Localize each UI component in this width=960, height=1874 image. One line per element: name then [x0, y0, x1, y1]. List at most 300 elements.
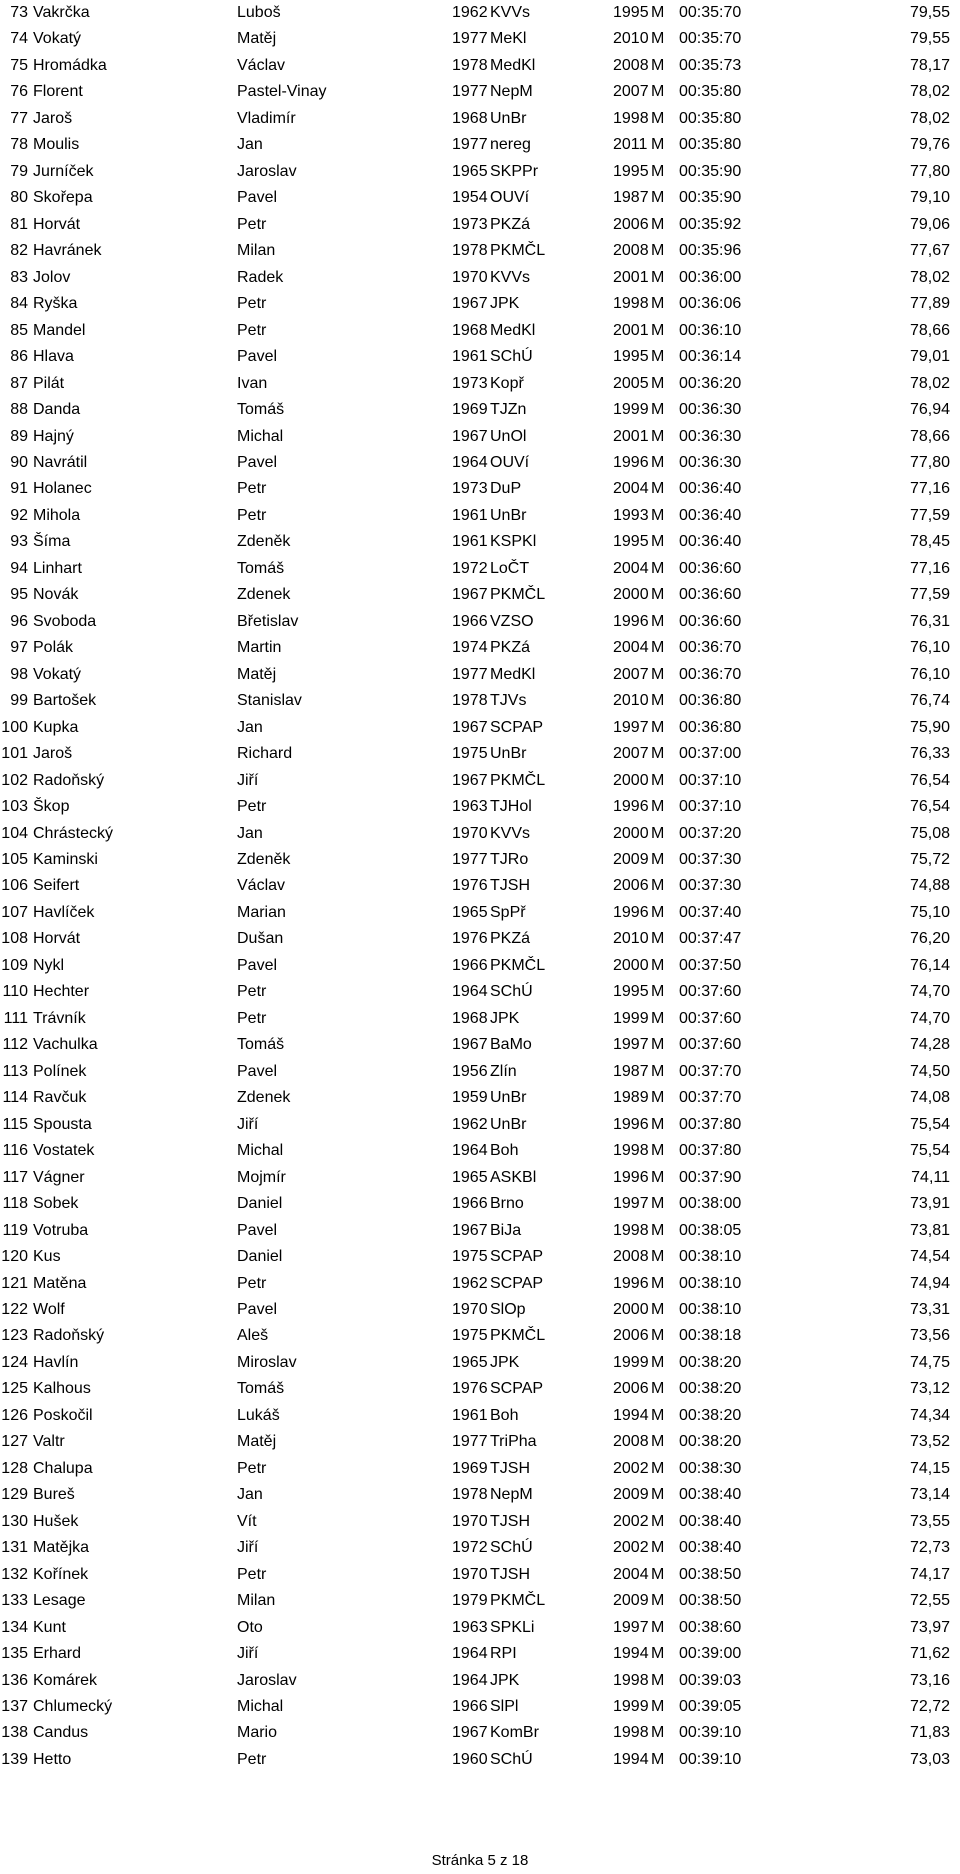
- surname-cell: Hajný: [33, 427, 74, 445]
- birth-year-cell: 1973: [452, 374, 488, 392]
- birth-year-cell: 1965: [452, 162, 488, 180]
- rank-cell: 108: [1, 930, 28, 948]
- surname-cell: Ryška: [33, 295, 78, 313]
- surname-cell: Wolf: [33, 1300, 65, 1318]
- club-cell: TriPha: [490, 1433, 537, 1451]
- surname-cell: Votruba: [33, 1221, 89, 1239]
- first-name-cell: Pavel: [237, 453, 278, 471]
- time-cell: 00:38:10: [679, 1274, 742, 1292]
- year-cell: 2002: [613, 1539, 649, 1557]
- year-cell: 2000: [613, 1300, 649, 1318]
- first-name-cell: Jaroslav: [237, 1671, 297, 1689]
- surname-cell: Škop: [33, 798, 70, 816]
- club-cell: DuP: [490, 480, 522, 498]
- surname-cell: Šíma: [33, 533, 71, 551]
- points-cell: 79,10: [909, 189, 950, 207]
- category-cell: M: [651, 798, 665, 816]
- time-cell: 00:38:10: [679, 1248, 742, 1266]
- table-row: [0, 476, 960, 502]
- year-cell: 1998: [613, 109, 649, 127]
- rank-cell: 117: [2, 1168, 28, 1186]
- birth-year-cell: 1960: [452, 1750, 488, 1768]
- birth-year-cell: 1977: [452, 136, 488, 154]
- category-cell: M: [651, 586, 665, 604]
- club-cell: MedKl: [490, 56, 536, 74]
- year-cell: 1993: [613, 506, 649, 524]
- first-name-cell: Jan: [237, 136, 263, 154]
- year-cell: 1999: [613, 1009, 649, 1027]
- surname-cell: Vágner: [33, 1168, 85, 1186]
- surname-cell: Chrástecký: [33, 824, 114, 842]
- first-name-cell: Jiří: [237, 771, 259, 789]
- points-cell: 72,72: [909, 1698, 950, 1715]
- points-cell: 76,31: [909, 612, 950, 630]
- category-cell: M: [651, 1645, 665, 1663]
- table-row: [0, 132, 960, 158]
- birth-year-cell: 1973: [452, 480, 488, 498]
- first-name-cell: Zdenek: [237, 586, 291, 604]
- surname-cell: Mandel: [33, 321, 86, 339]
- points-cell: 77,16: [909, 480, 950, 498]
- year-cell: 2009: [613, 1592, 649, 1610]
- birth-year-cell: 1972: [452, 559, 488, 577]
- table-row: [0, 318, 960, 344]
- club-cell: SCPAP: [490, 1248, 544, 1266]
- birth-year-cell: 1965: [452, 1353, 488, 1371]
- birth-year-cell: 1967: [452, 586, 488, 604]
- time-cell: 00:37:60: [679, 983, 742, 1001]
- table-row: [0, 1218, 960, 1244]
- birth-year-cell: 1976: [452, 877, 488, 895]
- rank-cell: 106: [1, 877, 28, 895]
- year-cell: 1998: [613, 1221, 649, 1239]
- rank-cell: 89: [10, 427, 28, 445]
- table-row: [0, 1747, 960, 1773]
- surname-cell: Florent: [33, 83, 83, 101]
- category-cell: M: [651, 1406, 665, 1424]
- year-cell: 1997: [613, 718, 649, 736]
- category-cell: M: [651, 1433, 665, 1451]
- category-cell: M: [651, 533, 665, 551]
- first-name-cell: Petr: [237, 215, 267, 233]
- year-cell: 2002: [613, 1512, 649, 1530]
- points-cell: 75,90: [909, 718, 950, 736]
- first-name-cell: Matěj: [237, 665, 277, 683]
- surname-cell: Vostatek: [33, 1142, 95, 1160]
- birth-year-cell: 1959: [452, 1089, 488, 1107]
- table-row: [0, 662, 960, 688]
- birth-year-cell: 1966: [452, 612, 488, 630]
- club-cell: Brno: [490, 1195, 524, 1213]
- year-cell: 2000: [613, 956, 649, 974]
- year-cell: 1998: [613, 1724, 649, 1742]
- surname-cell: Kořínek: [33, 1565, 89, 1583]
- table-row: [0, 582, 960, 608]
- rank-cell: 122: [1, 1300, 28, 1318]
- birth-year-cell: 1970: [452, 1565, 488, 1583]
- points-cell: 74,70: [909, 1009, 950, 1027]
- time-cell: 00:36:60: [679, 612, 742, 630]
- year-cell: 2008: [613, 1248, 649, 1266]
- category-cell: M: [651, 1248, 665, 1266]
- club-cell: KomBr: [490, 1724, 539, 1742]
- year-cell: 1998: [613, 1142, 649, 1160]
- year-cell: 2001: [613, 268, 649, 286]
- year-cell: 1999: [613, 1698, 649, 1715]
- surname-cell: Novák: [33, 586, 79, 604]
- table-row: [0, 106, 960, 132]
- club-cell: JPK: [490, 1009, 520, 1027]
- birth-year-cell: 1970: [452, 268, 488, 286]
- first-name-cell: Jiří: [237, 1645, 259, 1663]
- points-cell: 72,73: [909, 1539, 950, 1557]
- surname-cell: Sobek: [33, 1195, 79, 1213]
- club-cell: SCPAP: [490, 718, 544, 736]
- time-cell: 00:38:00: [679, 1195, 742, 1213]
- points-cell: 75,54: [909, 1115, 950, 1133]
- year-cell: 2009: [613, 851, 649, 868]
- points-cell: 79,01: [909, 348, 950, 366]
- year-cell: 1996: [613, 903, 649, 921]
- club-cell: PKMČL: [490, 1327, 546, 1345]
- club-cell: SpPř: [490, 903, 526, 921]
- first-name-cell: Petr: [237, 1009, 267, 1027]
- rank-cell: 76: [10, 83, 28, 101]
- category-cell: M: [651, 401, 665, 419]
- table-row: [0, 212, 960, 238]
- time-cell: 00:36:70: [679, 665, 742, 683]
- rank-cell: 91: [10, 480, 28, 498]
- birth-year-cell: 1978: [452, 692, 488, 710]
- category-cell: M: [651, 1512, 665, 1530]
- surname-cell: Radoňský: [33, 771, 105, 789]
- table-row: [0, 1271, 960, 1297]
- category-cell: M: [651, 162, 665, 180]
- points-cell: 71,83: [909, 1724, 950, 1742]
- first-name-cell: Tomáš: [237, 1036, 285, 1054]
- year-cell: 1998: [613, 295, 649, 313]
- points-cell: 74,11: [911, 1168, 950, 1186]
- rank-cell: 139: [1, 1750, 28, 1768]
- time-cell: 00:37:70: [679, 1089, 742, 1107]
- category-cell: M: [651, 1698, 665, 1715]
- category-cell: M: [651, 718, 665, 736]
- first-name-cell: Petr: [237, 1750, 267, 1768]
- points-cell: 73,56: [909, 1327, 950, 1345]
- year-cell: 2007: [613, 665, 649, 683]
- points-cell: 78,66: [909, 321, 950, 339]
- table-row: [0, 424, 960, 450]
- time-cell: 00:35:70: [679, 30, 742, 48]
- club-cell: SChÚ: [490, 983, 533, 1001]
- points-cell: 73,81: [909, 1221, 950, 1239]
- time-cell: 00:37:47: [679, 930, 742, 948]
- points-cell: 72,55: [909, 1592, 950, 1610]
- table-row: [0, 1297, 960, 1323]
- points-cell: 74,94: [909, 1274, 950, 1292]
- time-cell: 00:38:20: [679, 1433, 742, 1451]
- club-cell: nereg: [490, 136, 531, 154]
- year-cell: 1996: [613, 798, 649, 816]
- category-cell: M: [651, 1089, 665, 1107]
- points-cell: 77,80: [909, 453, 950, 471]
- birth-year-cell: 1977: [452, 851, 488, 868]
- table-row: [0, 821, 960, 847]
- time-cell: 00:39:03: [679, 1671, 742, 1689]
- category-cell: M: [651, 877, 665, 895]
- table-row: [0, 265, 960, 291]
- points-cell: 74,75: [909, 1353, 950, 1371]
- birth-year-cell: 1977: [452, 30, 488, 48]
- first-name-cell: Zdenek: [237, 1089, 291, 1107]
- first-name-cell: Lukáš: [237, 1406, 280, 1424]
- first-name-cell: Luboš: [237, 4, 281, 21]
- surname-cell: Vokatý: [33, 665, 82, 683]
- time-cell: 00:37:30: [679, 877, 742, 895]
- surname-cell: Havlín: [33, 1353, 79, 1371]
- rank-cell: 113: [2, 1062, 28, 1080]
- time-cell: 00:37:10: [679, 771, 742, 789]
- rank-cell: 123: [1, 1327, 28, 1345]
- time-cell: 00:38:40: [679, 1512, 742, 1530]
- category-cell: M: [651, 427, 665, 445]
- table-row: [0, 1668, 960, 1694]
- category-cell: M: [651, 771, 665, 789]
- points-cell: 77,67: [909, 242, 950, 260]
- birth-year-cell: 1968: [452, 109, 488, 127]
- rank-cell: 136: [1, 1671, 28, 1689]
- points-cell: 78,02: [909, 374, 950, 392]
- table-row: [0, 397, 960, 423]
- time-cell: 00:37:80: [679, 1142, 742, 1160]
- club-cell: SKPPr: [490, 162, 539, 180]
- year-cell: 2006: [613, 1380, 649, 1398]
- category-cell: M: [651, 1486, 665, 1504]
- table-row: [0, 1588, 960, 1614]
- birth-year-cell: 1962: [452, 1274, 488, 1292]
- points-cell: 75,10: [909, 903, 950, 921]
- surname-cell: Jurníček: [33, 162, 94, 180]
- surname-cell: Ravčuk: [33, 1089, 87, 1107]
- category-cell: M: [651, 30, 665, 48]
- rank-cell: 87: [10, 374, 28, 392]
- table-row: [0, 1191, 960, 1217]
- rank-cell: 74: [10, 30, 28, 48]
- year-cell: 2001: [613, 321, 649, 339]
- time-cell: 00:35:90: [679, 162, 742, 180]
- year-cell: 2000: [613, 824, 649, 842]
- time-cell: 00:35:80: [679, 109, 742, 127]
- first-name-cell: Petr: [237, 1459, 267, 1477]
- club-cell: SChÚ: [490, 1539, 533, 1557]
- points-cell: 75,72: [909, 851, 950, 868]
- category-cell: M: [651, 1274, 665, 1292]
- time-cell: 00:38:05: [679, 1221, 742, 1239]
- time-cell: 00:37:40: [679, 903, 742, 921]
- table-row: [0, 979, 960, 1005]
- first-name-cell: Daniel: [237, 1195, 283, 1213]
- table-row: [0, 1641, 960, 1667]
- first-name-cell: Stanislav: [237, 692, 302, 710]
- year-cell: 1994: [613, 1750, 649, 1768]
- category-cell: M: [651, 4, 665, 21]
- table-row: [0, 0, 960, 26]
- club-cell: VZSO: [490, 612, 534, 630]
- points-cell: 79,06: [909, 215, 950, 233]
- category-cell: M: [651, 268, 665, 286]
- surname-cell: Nykl: [33, 956, 65, 974]
- time-cell: 00:37:00: [679, 745, 742, 763]
- time-cell: 00:35:73: [679, 56, 742, 74]
- first-name-cell: Pavel: [237, 348, 278, 366]
- first-name-cell: Jiří: [237, 1115, 259, 1133]
- birth-year-cell: 1962: [452, 1115, 488, 1133]
- time-cell: 00:36:30: [679, 401, 742, 419]
- table-row: [0, 159, 960, 185]
- first-name-cell: Tomáš: [237, 401, 285, 419]
- rank-cell: 99: [10, 692, 28, 710]
- category-cell: M: [651, 639, 665, 657]
- birth-year-cell: 1972: [452, 1539, 488, 1557]
- category-cell: M: [651, 930, 665, 948]
- table-row: [0, 794, 960, 820]
- time-cell: 00:37:10: [679, 798, 742, 816]
- year-cell: 1997: [613, 1036, 649, 1054]
- time-cell: 00:35:80: [679, 136, 742, 154]
- first-name-cell: Václav: [237, 877, 286, 895]
- surname-cell: Havránek: [33, 242, 102, 260]
- year-cell: 2008: [613, 56, 649, 74]
- rank-cell: 126: [1, 1406, 28, 1424]
- year-cell: 2001: [613, 427, 649, 445]
- birth-year-cell: 1967: [452, 718, 488, 736]
- rank-cell: 78: [10, 136, 28, 154]
- time-cell: 00:36:60: [679, 586, 742, 604]
- surname-cell: Navrátil: [33, 453, 88, 471]
- time-cell: 00:37:20: [679, 824, 742, 842]
- time-cell: 00:36:80: [679, 692, 742, 710]
- time-cell: 00:38:50: [679, 1565, 742, 1583]
- points-cell: 74,28: [909, 1036, 950, 1054]
- birth-year-cell: 1975: [452, 1327, 488, 1345]
- year-cell: 2006: [613, 877, 649, 895]
- club-cell: UnBr: [490, 1115, 527, 1133]
- club-cell: PKZá: [490, 930, 531, 948]
- rank-cell: 92: [10, 506, 28, 524]
- first-name-cell: Mojmír: [237, 1168, 286, 1186]
- rank-cell: 98: [10, 665, 28, 683]
- club-cell: MeKl: [490, 30, 527, 48]
- birth-year-cell: 1964: [452, 453, 488, 471]
- table-row: [0, 291, 960, 317]
- year-cell: 2007: [613, 83, 649, 101]
- birth-year-cell: 1978: [452, 1486, 488, 1504]
- year-cell: 2007: [613, 745, 649, 763]
- points-cell: 76,20: [909, 930, 950, 948]
- table-row: [0, 529, 960, 555]
- time-cell: 00:36:06: [679, 295, 742, 313]
- rank-cell: 115: [2, 1115, 28, 1133]
- rank-cell: 82: [10, 242, 28, 260]
- first-name-cell: Milan: [237, 1592, 276, 1610]
- time-cell: 00:37:60: [679, 1036, 742, 1054]
- category-cell: M: [651, 983, 665, 1001]
- rank-cell: 94: [10, 559, 28, 577]
- year-cell: 1994: [613, 1406, 649, 1424]
- first-name-cell: Petr: [237, 1274, 267, 1292]
- year-cell: 1987: [613, 1062, 649, 1080]
- birth-year-cell: 1967: [452, 1221, 488, 1239]
- rank-cell: 112: [2, 1036, 28, 1054]
- category-cell: M: [651, 295, 665, 313]
- category-cell: M: [651, 83, 665, 101]
- first-name-cell: Vladimír: [237, 109, 296, 127]
- time-cell: 00:35:92: [679, 215, 742, 233]
- birth-year-cell: 1968: [452, 1009, 488, 1027]
- surname-cell: Valtr: [33, 1433, 65, 1451]
- year-cell: 1995: [613, 348, 649, 366]
- points-cell: 74,50: [909, 1062, 950, 1080]
- birth-year-cell: 1969: [452, 1459, 488, 1477]
- category-cell: M: [651, 612, 665, 630]
- surname-cell: Polák: [33, 639, 74, 657]
- birth-year-cell: 1976: [452, 1380, 488, 1398]
- rank-cell: 110: [2, 983, 28, 1001]
- points-cell: 78,66: [909, 427, 950, 445]
- rank-cell: 103: [1, 798, 28, 816]
- year-cell: 1999: [613, 401, 649, 419]
- birth-year-cell: 1956: [452, 1062, 488, 1080]
- rank-cell: 79: [10, 162, 28, 180]
- club-cell: PKMČL: [490, 771, 546, 789]
- table-row: [0, 1535, 960, 1561]
- first-name-cell: Petr: [237, 506, 267, 524]
- rank-cell: 127: [1, 1433, 28, 1451]
- table-row: [0, 1509, 960, 1535]
- category-cell: M: [651, 1750, 665, 1768]
- birth-year-cell: 1967: [452, 295, 488, 313]
- club-cell: UnBr: [490, 109, 527, 127]
- category-cell: M: [651, 1618, 665, 1636]
- year-cell: 1998: [613, 1671, 649, 1689]
- first-name-cell: Petr: [237, 321, 267, 339]
- club-cell: JPK: [490, 1353, 520, 1371]
- year-cell: 2008: [613, 1433, 649, 1451]
- year-cell: 2010: [613, 692, 649, 710]
- category-cell: M: [651, 1327, 665, 1345]
- rank-cell: 73: [10, 4, 28, 21]
- club-cell: PKMČL: [490, 242, 546, 260]
- rank-cell: 105: [1, 851, 28, 868]
- points-cell: 74,70: [909, 983, 950, 1001]
- table-row: [0, 1244, 960, 1270]
- points-cell: 75,54: [909, 1142, 950, 1160]
- year-cell: 2004: [613, 639, 649, 657]
- first-name-cell: Pavel: [237, 1062, 278, 1080]
- birth-year-cell: 1964: [452, 1645, 488, 1663]
- club-cell: NepM: [490, 83, 533, 101]
- points-cell: 73,97: [909, 1618, 950, 1636]
- points-cell: 76,74: [909, 692, 950, 710]
- table-row: [0, 1720, 960, 1746]
- time-cell: 00:37:90: [679, 1168, 742, 1186]
- points-cell: 73,14: [909, 1486, 950, 1504]
- table-row: [0, 635, 960, 661]
- rank-cell: 138: [1, 1724, 28, 1742]
- category-cell: M: [651, 1062, 665, 1080]
- year-cell: 1996: [613, 453, 649, 471]
- time-cell: 00:36:60: [679, 559, 742, 577]
